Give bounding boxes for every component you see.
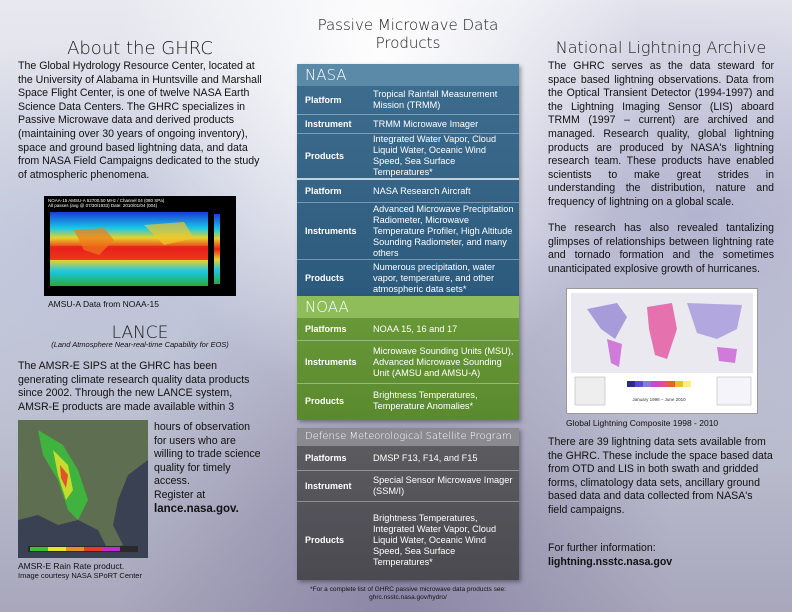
lance-text-continued: hours of observation for users who are willing to trade science quality for timely access. Register at lance.nasa.gov. (154, 421, 261, 515)
lightning-date-range: January 1998 – June 2010 (632, 397, 686, 402)
nasa-row-instrument: Instrument TRMM Microwave Imager (305, 118, 479, 129)
lightning-link[interactable]: lightning.nsstc.nasa.gov (548, 555, 673, 568)
dmsp-row-products: Products Brightness Temperatures, Integrated Water Vapor, Cloud Liquid Water, Oceanic Wind Speed, Sea Surface Temperatures* (305, 512, 497, 567)
nasa-row-platform: Platform Tropical Rainfall Measurement Mission (TRMM) (305, 89, 498, 110)
rain-rate-credit: Image courtesy NASA SPoRT Center (18, 571, 142, 580)
nasa-header: NASA (297, 64, 519, 86)
products-title: Passive Microwave Data Products (317, 16, 499, 52)
info-label: For further information: (548, 542, 656, 554)
lightning-composite-image (566, 288, 758, 414)
amsu-map-graphic (44, 210, 236, 298)
lance-link[interactable]: lance.nasa.gov. (154, 502, 239, 515)
nasa-row-platform-2: Platform NASA Research Aircraft (305, 185, 471, 196)
amsu-data-image (44, 196, 236, 296)
lightning-research-text: The research has also revealed tantalizing glimpses of relationships between lightning rate and tornado formation and the sometimes unanticipated explosive growth of hurricanes. (548, 222, 774, 275)
nasa-row-products: Products Integrated Water Vapor, Cloud Liquid Water, Oceanic Wind Speed, Sea Surface Temperatures* (305, 134, 497, 177)
lightning-text: The GHRC serves as the data steward for space based lightning observations. Data from the Optical Transient Detector (1994-1997) and the Lightning Imaging Sensor (LIS) aboard TRMM (1997 – current) are archived and managed. Research quality, global lightning products are produced by NASA's lightning research team. These products have enabled scientists to make great strides in understanding the distribution, nature and frequency of lightning on a global scale. (548, 60, 774, 208)
lightning-info (548, 542, 774, 569)
products-footnote: *For a complete list of GHRC passive microwave data products see: ghrc.nsstc.nasa.gov/hydro/ (310, 586, 506, 601)
about-text: The Global Hydrology Resource Center, located at the University of Alabama in Huntsville and Marshall Space Flight Center, is one of twelve NASA Earth Science Data Centers. The GHRC specializes in Passive Microwave data and derived products (maintaining over 30 years of ongoing inventory), space and ground based lightning data, and data from NASA Field Campaigns dedicated to the study of atmospheric phenomena. (18, 60, 262, 181)
lightning-archive-title: National Lightning Archive (555, 38, 767, 57)
lance-subtitle: (Land Atmosphere Near-real-time Capability for EOS) (51, 340, 229, 349)
rain-rate-caption: AMSR-E Rain Rate product. Image courtesy NASA SPoRT Center (18, 561, 142, 580)
nasa-panel (297, 64, 519, 296)
lance-text: The AMSR-E SIPS at the GHRC has been generating climate research quality data products since 2002. Through the new LANCE system, AMSR-E products are made available within 3 (18, 360, 250, 413)
rain-rate-map-graphic (18, 420, 148, 558)
noaa-header: NOAA (297, 296, 519, 318)
lightning-datasets-text: There are 39 lightning data sets available from the GHRC. These include the space based data from OTD and LIS in both swath and gridded forms, climatology data sets, ancillary ground based data and data collected from NASA's field campaigns. (548, 436, 773, 516)
dmsp-panel (297, 428, 519, 580)
register-label: Register at (154, 488, 206, 501)
nasa-row-products-2: Products Numerous precipitation, water vapor, temperature, and other atmospheric data sets* (305, 261, 496, 294)
lightning-map-graphic (567, 289, 757, 413)
rain-rate-image (18, 420, 148, 558)
dmsp-header: Defense Meteorological Satellite Program (297, 428, 519, 446)
about-title: About the GHRC (67, 38, 213, 59)
amsu-caption: AMSU-A Data from NOAA-15 (48, 299, 160, 309)
dmsp-row-instrument: Instrument Special Sensor Microwave Imager (SSM/I) (305, 475, 513, 496)
noaa-row-platforms: Platforms NOAA 15, 16 and 17 (305, 323, 458, 334)
lightning-composite-caption: Global Lightning Composite 1998 - 2010 (566, 418, 719, 428)
lance-title: LANCE (111, 323, 169, 343)
amsu-image-header: NOAA-15 AMSU-A 52700.50 MHz / Channel 04 (080 SPa) All passes (avg @ 07/30/1933) Date: 2010/01/04 (004) (48, 198, 165, 208)
nasa-row-instruments: Instruments Advanced Microwave Precipitation Radiometer, Microwave Temperature Profiler, High Altitude Sounding Radiometer, and many others (305, 203, 514, 258)
dmsp-row-platforms: Platforms DMSP F13, F14, and F15 (305, 452, 478, 463)
noaa-row-instruments: Instruments Microwave Sounding Units (MSU), Advanced Microwave Sounding Unit (AMSU and AMSU-A) (305, 345, 514, 378)
noaa-row-products: Products Brightness Temperatures, Temperature Anomalies* (305, 390, 478, 411)
noaa-panel (297, 296, 519, 420)
